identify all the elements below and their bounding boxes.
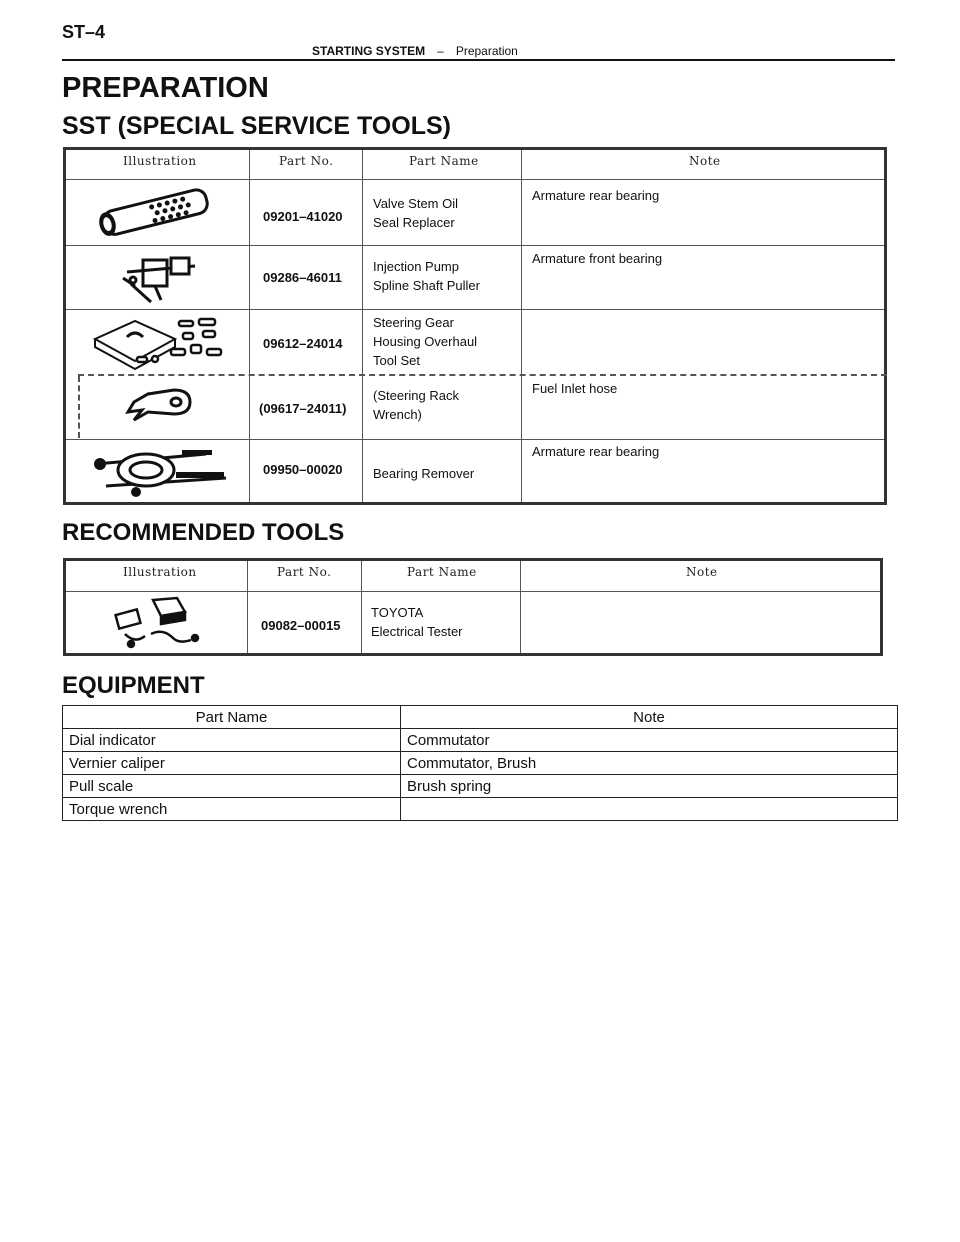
subsection-name: Preparation [455,44,518,58]
header-illustration: Illustration [123,154,197,168]
table-row [63,775,898,798]
sst-part-name-4: (Steering Rack Wrench) [373,388,459,422]
sst-note-2: Armature front bearing [532,251,663,266]
page-id: ST–4 [62,22,106,42]
rec-header-part-name: Part Name [407,565,477,579]
page-title: PREPARATION [62,72,269,104]
equipment-note [401,798,898,821]
sst-note-5: Armature rear bearing [532,444,660,459]
sst-part-no-2: 09286–46011 [263,270,342,285]
table-row [63,752,898,775]
header-separator: – [437,44,444,58]
recommended-tools-heading: RECOMMENDED TOOLS [62,519,345,546]
header-part-no: Part No. [279,154,334,168]
sst-part-name-3: Steering Gear Housing Overhaul Tool Set [373,315,478,368]
sst-table [63,147,887,505]
table-row [63,729,898,752]
sst-part-no-1: 09201–41020 [263,209,343,224]
equipment-note: Brush spring [401,775,898,798]
sst-heading: SST (SPECIAL SERVICE TOOLS) [62,112,451,140]
sst-part-no-5: 09950–00020 [263,462,343,477]
equipment-table [62,705,898,821]
equipment-part-name: Dial indicator [63,729,401,752]
equipment-note: Commutator [401,729,898,752]
equipment-note: Commutator, Brush [401,752,898,775]
sst-note-4: Fuel Inlet hose [532,381,618,396]
sst-part-no-3: 09612–24014 [263,336,343,351]
equipment-part-name: Vernier caliper [63,752,401,775]
equipment-part-name: Torque wrench [63,798,401,821]
sst-part-no-4: (09617–24011) [259,401,347,416]
header-part-name: Part Name [409,154,479,168]
running-header [312,44,518,58]
rec-header-note: Note [686,565,718,579]
equipment-header-part-name: Part Name [63,706,401,729]
sst-part-name-1: Valve Stem Oil Seal Replacer [373,196,459,230]
sst-note-1: Armature rear bearing [532,188,660,203]
equipment-header-row [63,706,898,729]
header-note: Note [689,154,721,168]
sst-part-name-2: Injection Pump Spline Shaft Puller [373,259,480,293]
rec-header-part-no: Part No. [277,565,332,579]
equipment-part-name: Pull scale [63,775,401,798]
equipment-header-note: Note [401,706,898,729]
recommended-tools-table [63,558,883,656]
equipment-heading: EQUIPMENT [62,672,205,699]
header-rule [62,59,895,61]
table-row [63,798,898,821]
rec-header-illustration: Illustration [123,565,197,579]
rec-part-no-1: 09082–00015 [261,618,341,633]
sst-part-name-5: Bearing Remover [373,466,475,481]
system-name: STARTING SYSTEM [312,44,426,58]
rec-part-name-1: TOYOTA Electrical Tester [371,605,463,639]
